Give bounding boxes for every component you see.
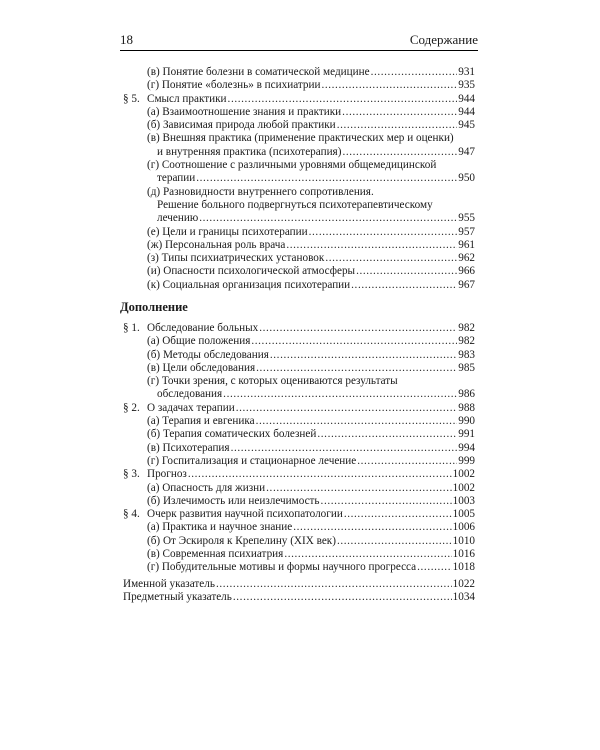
toc-entry-title: Предметный указатель — [123, 591, 232, 604]
toc-entry-title: (г) Соотношение с различными уровнями общемедицинской — [147, 159, 437, 172]
toc-entry-title: (г) Побудительные мотивы и формы научного прогресса — [147, 561, 417, 574]
toc-page-number: 1034 — [452, 591, 475, 604]
toc-entry — [123, 508, 475, 521]
toc-leader-dots — [236, 402, 458, 415]
toc-page-number: 982 — [458, 335, 475, 348]
toc-leader-dots — [231, 442, 458, 455]
toc-page-number: 985 — [458, 361, 475, 374]
toc-entry-title: Очерк развития научной психопатологии — [147, 508, 343, 521]
toc-entry — [123, 548, 475, 561]
toc-leader-dots — [342, 106, 457, 119]
toc-section-main — [123, 66, 475, 292]
toc-leader-dots — [337, 535, 452, 548]
toc-entry — [123, 322, 475, 335]
toc-leader-dots — [286, 239, 457, 252]
toc-entry — [123, 375, 475, 388]
toc-page-number: 1022 — [452, 578, 475, 590]
toc-leader-dots — [270, 349, 457, 362]
toc-leader-dots — [233, 591, 452, 604]
toc-entry-title: (а) Практика и научное знание — [147, 521, 293, 534]
toc-entry-title: Обследование больных — [147, 322, 259, 334]
toc-entry-title: Именной указатель — [123, 578, 215, 590]
toc-entry-title: (а) Опасность для жизни — [147, 481, 266, 494]
toc-leader-dots — [351, 279, 457, 292]
toc-page-number: 945 — [458, 119, 475, 132]
toc-entry — [123, 482, 475, 495]
toc-entry — [123, 106, 475, 119]
toc-entry — [123, 442, 475, 455]
toc-entry — [123, 402, 475, 415]
toc-page-number: 986 — [458, 388, 475, 401]
toc-section-number: § 4. — [123, 508, 140, 521]
toc-page-number: 966 — [458, 265, 475, 278]
toc-entry — [123, 226, 475, 239]
toc-entry-title: (в) Цели обследования — [147, 361, 256, 374]
toc-leader-dots — [309, 226, 458, 239]
toc-leader-dots — [342, 146, 457, 159]
toc-entry — [123, 495, 475, 508]
toc-entry-title: (з) Типы психиатрических установок — [147, 252, 325, 265]
toc-page-number: 947 — [458, 145, 475, 158]
toc-entry-title: (б) Излечимость или неизлечимость — [147, 494, 320, 507]
toc-page-number: 1016 — [452, 548, 475, 561]
toc-leader-dots — [321, 79, 457, 92]
toc-leader-dots — [216, 578, 452, 591]
toc-entry-title: (в) Внешняя практика (применение практических мер и оценки) — [147, 132, 454, 145]
toc-page-number: 1010 — [452, 534, 475, 547]
toc-entry — [123, 146, 475, 159]
toc-page-number: 1002 — [452, 481, 475, 494]
toc-leader-dots — [317, 428, 457, 441]
toc-leader-dots — [256, 415, 458, 428]
toc-entry — [123, 199, 475, 212]
toc-entry-title: (г) Точки зрения, с которых оцениваются результаты — [147, 375, 398, 388]
toc-entry-title: (а) Общие положения — [147, 335, 251, 348]
toc-leader-dots — [356, 265, 457, 278]
toc-entry — [123, 186, 475, 199]
toc-entry-title: и внутренняя практика (психотерапия) — [157, 145, 342, 158]
toc-entry — [123, 93, 475, 106]
toc-entry — [123, 212, 475, 225]
toc-section-number: § 1. — [123, 322, 140, 334]
toc-entry-title: (б) Зависимая природа любой практики — [147, 119, 336, 132]
toc-entry — [123, 66, 475, 79]
toc-entry — [123, 159, 475, 172]
toc-page-number: 983 — [458, 348, 475, 361]
toc-entry — [123, 79, 475, 92]
toc-entry — [123, 252, 475, 265]
toc-page-number: 944 — [458, 92, 475, 105]
toc-leader-dots — [321, 495, 452, 508]
toc-leader-dots — [337, 119, 458, 132]
toc-entry — [123, 428, 475, 441]
toc-leader-dots — [196, 172, 457, 185]
toc-page-number: 955 — [458, 212, 475, 225]
toc-entry — [123, 561, 475, 574]
toc-page-number: 988 — [458, 401, 475, 414]
toc-entry — [123, 362, 475, 375]
toc-entry-title: (д) Разновидности внутреннего сопротивления. — [147, 185, 374, 198]
toc-leader-dots — [259, 322, 457, 335]
toc-page-number: 1002 — [452, 468, 475, 481]
toc-entry — [123, 578, 475, 591]
toc-entry-title: (а) Терапия и евгеника — [147, 415, 255, 428]
toc-entry — [123, 349, 475, 362]
toc-entry — [123, 535, 475, 548]
toc-page-number: 931 — [458, 66, 475, 78]
toc-entry-title: (в) Современная психиатрия — [147, 548, 284, 561]
toc-page-number: 1006 — [452, 521, 475, 534]
toc-entry-title: (б) От Эскироля к Крепелину (XIX век) — [147, 534, 336, 547]
toc-entry — [123, 335, 475, 348]
toc-entry-title: (в) Психотерапия — [147, 441, 230, 454]
toc-page-number: 962 — [458, 252, 475, 265]
toc-entry-title: (г) Понятие «болезнь» в психиатрии — [147, 79, 321, 92]
running-title: Содержание — [409, 32, 478, 47]
toc-entry-title: (б) Методы обследования — [147, 348, 269, 361]
toc-entry-title: лечению — [157, 212, 199, 225]
toc-entry — [123, 591, 475, 604]
page-number: 18 — [120, 32, 133, 47]
toc-entry — [123, 468, 475, 481]
toc-page-number: 1005 — [452, 508, 475, 521]
toc-page-number: 982 — [458, 322, 475, 334]
toc-leader-dots — [357, 455, 457, 468]
toc-section-indexes — [123, 578, 475, 605]
toc-section-supplement — [123, 322, 475, 575]
toc-page-number: 991 — [458, 428, 475, 441]
toc-entry — [123, 265, 475, 278]
toc-page-number: 957 — [458, 225, 475, 238]
toc-entry-title: (в) Понятие болезни в соматической медицине — [147, 66, 370, 78]
toc-entry-title: (е) Цели и границы психотерапии — [147, 225, 308, 238]
toc-entry-title: (к) Социальная организация психотерапии — [147, 278, 351, 291]
toc-entry — [123, 279, 475, 292]
toc-entry — [123, 239, 475, 252]
toc-entry-title: (б) Терапия соматических болезней — [147, 428, 317, 441]
toc-page-number: 1018 — [452, 561, 475, 574]
toc-leader-dots — [188, 468, 452, 481]
toc-page-number: 935 — [458, 79, 475, 92]
toc-section-number: § 3. — [123, 468, 140, 481]
toc-entry — [123, 415, 475, 428]
toc-leader-dots — [228, 93, 458, 106]
toc-leader-dots — [223, 388, 457, 401]
toc-entry-title: Смысл практики — [147, 92, 227, 105]
toc-entry-title: (а) Взаимоотношение знания и практики — [147, 105, 342, 118]
toc-entry — [123, 132, 475, 145]
toc-entry-title: обследования — [157, 388, 223, 401]
toc-page-number: 961 — [458, 238, 475, 251]
toc-page-number: 999 — [458, 454, 475, 467]
toc-entry-title: О задачах терапии — [147, 401, 235, 414]
toc-entry — [123, 388, 475, 401]
toc-leader-dots — [266, 482, 451, 495]
toc-entry — [123, 172, 475, 185]
supplement-heading: Дополнение — [120, 300, 188, 314]
toc-section-number: § 5. — [123, 92, 140, 105]
toc-leader-dots — [199, 212, 457, 225]
toc-section-number: § 2. — [123, 401, 140, 414]
toc-entry-title: Прогноз — [147, 468, 187, 481]
toc-page-number: 967 — [458, 278, 475, 291]
toc-entry-title: терапии — [157, 172, 196, 185]
toc-entry — [123, 455, 475, 468]
toc-leader-dots — [325, 252, 457, 265]
toc-page-number: 944 — [458, 105, 475, 118]
toc-page-number: 990 — [458, 415, 475, 428]
toc-leader-dots — [256, 362, 457, 375]
page-header — [120, 30, 478, 51]
toc-entry — [123, 119, 475, 132]
toc-entry — [123, 521, 475, 534]
toc-leader-dots — [293, 521, 451, 534]
toc-leader-dots — [417, 561, 452, 574]
toc-page-number: 950 — [458, 172, 475, 185]
toc-leader-dots — [284, 548, 451, 561]
toc-entry-title: (и) Опасности психологической атмосферы — [147, 265, 356, 278]
toc-entry-title: (ж) Персональная роль врача — [147, 238, 286, 251]
toc-leader-dots — [371, 66, 458, 79]
toc-entry-title: (г) Госпитализация и стационарное лечение — [147, 454, 357, 467]
toc-page-number: 994 — [458, 441, 475, 454]
toc-leader-dots — [251, 335, 457, 348]
toc-entry-title: Решение больного подвергнуться психотерапевтическому — [157, 198, 433, 211]
toc-page-number: 1003 — [452, 494, 475, 507]
toc-leader-dots — [344, 508, 452, 521]
